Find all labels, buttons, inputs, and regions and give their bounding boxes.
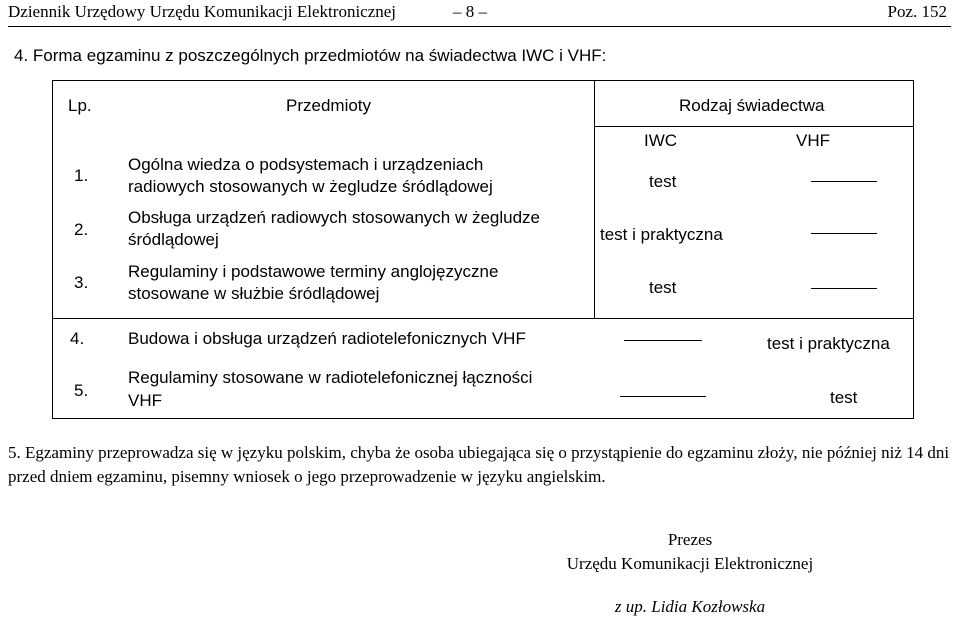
row-subject-cont: stosowane w służbie śródlądowej — [128, 284, 380, 303]
signature-name: z up. Lidia Kozłowska — [614, 597, 766, 616]
row-iwc-dash — [624, 340, 702, 341]
row-iwc-dash — [620, 396, 706, 397]
row-subject: Regulaminy i podstawowe terminy anglojęzyczne — [128, 262, 499, 281]
signature-office: Urzędu Komunikacji Elektronicznej — [566, 554, 814, 573]
position-number: Poz. 152 — [887, 2, 947, 21]
row-lp: 3. — [74, 273, 89, 292]
row-vhf-dash — [811, 181, 877, 182]
row-lp: 1. — [74, 166, 89, 185]
row-vhf: test i praktyczna — [767, 334, 890, 353]
row-subject-cont: radiowych stosowanych w żegludze śródlądowej — [128, 177, 493, 196]
row-lp: 4. — [70, 329, 85, 348]
row-vhf: test — [830, 388, 858, 407]
header-subjects: Przedmioty — [286, 96, 372, 115]
signature-title: Prezes — [667, 530, 713, 549]
row-vhf-dash — [811, 288, 877, 289]
journal-title: Dziennik Urzędowy Urzędu Komunikacji Elektronicznej — [8, 2, 397, 21]
row-subject: Budowa i obsługa urządzeń radiotelefonicznych VHF — [128, 329, 526, 348]
paragraph-5: 5. Egzaminy przeprowadza się w języku polskim, chyba że osoba ubiegająca się o przystąpienie do egzaminu złoży, nie później niż 14 dni przed dniem egzaminu, pisemny wniosek o jego przeprowadzenie w języku angielskim. — [8, 443, 950, 486]
page-header — [8, 0, 951, 27]
section-title: 4. Forma egzaminu z poszczególnych przedmiotów na świadectwa IWC i VHF: — [14, 46, 607, 65]
header-vhf: VHF — [796, 131, 830, 150]
row-subject: Regulaminy stosowane w radiotelefonicznej łączności — [128, 368, 533, 387]
row-iwc: test — [649, 278, 677, 297]
header-certificate-type: Rodzaj świadectwa — [679, 96, 825, 115]
page-number: – 8 – — [453, 2, 487, 21]
row-iwc: test — [649, 172, 677, 191]
header-lp: Lp. — [68, 96, 92, 115]
row-subject: Ogólna wiedza o podsystemach i urządzeniach — [128, 155, 484, 174]
row-vhf-dash — [811, 233, 877, 234]
row-subject: Obsługa urządzeń radiowych stosowanych w żegludze — [128, 208, 541, 227]
row-subject-cont: śródlądowej — [128, 230, 219, 249]
header-iwc: IWC — [644, 131, 678, 150]
row-lp: 5. — [74, 381, 89, 400]
row-lp: 2. — [74, 220, 89, 239]
row-subject-cont: VHF — [128, 391, 162, 410]
row-iwc: test i praktyczna — [600, 225, 723, 244]
